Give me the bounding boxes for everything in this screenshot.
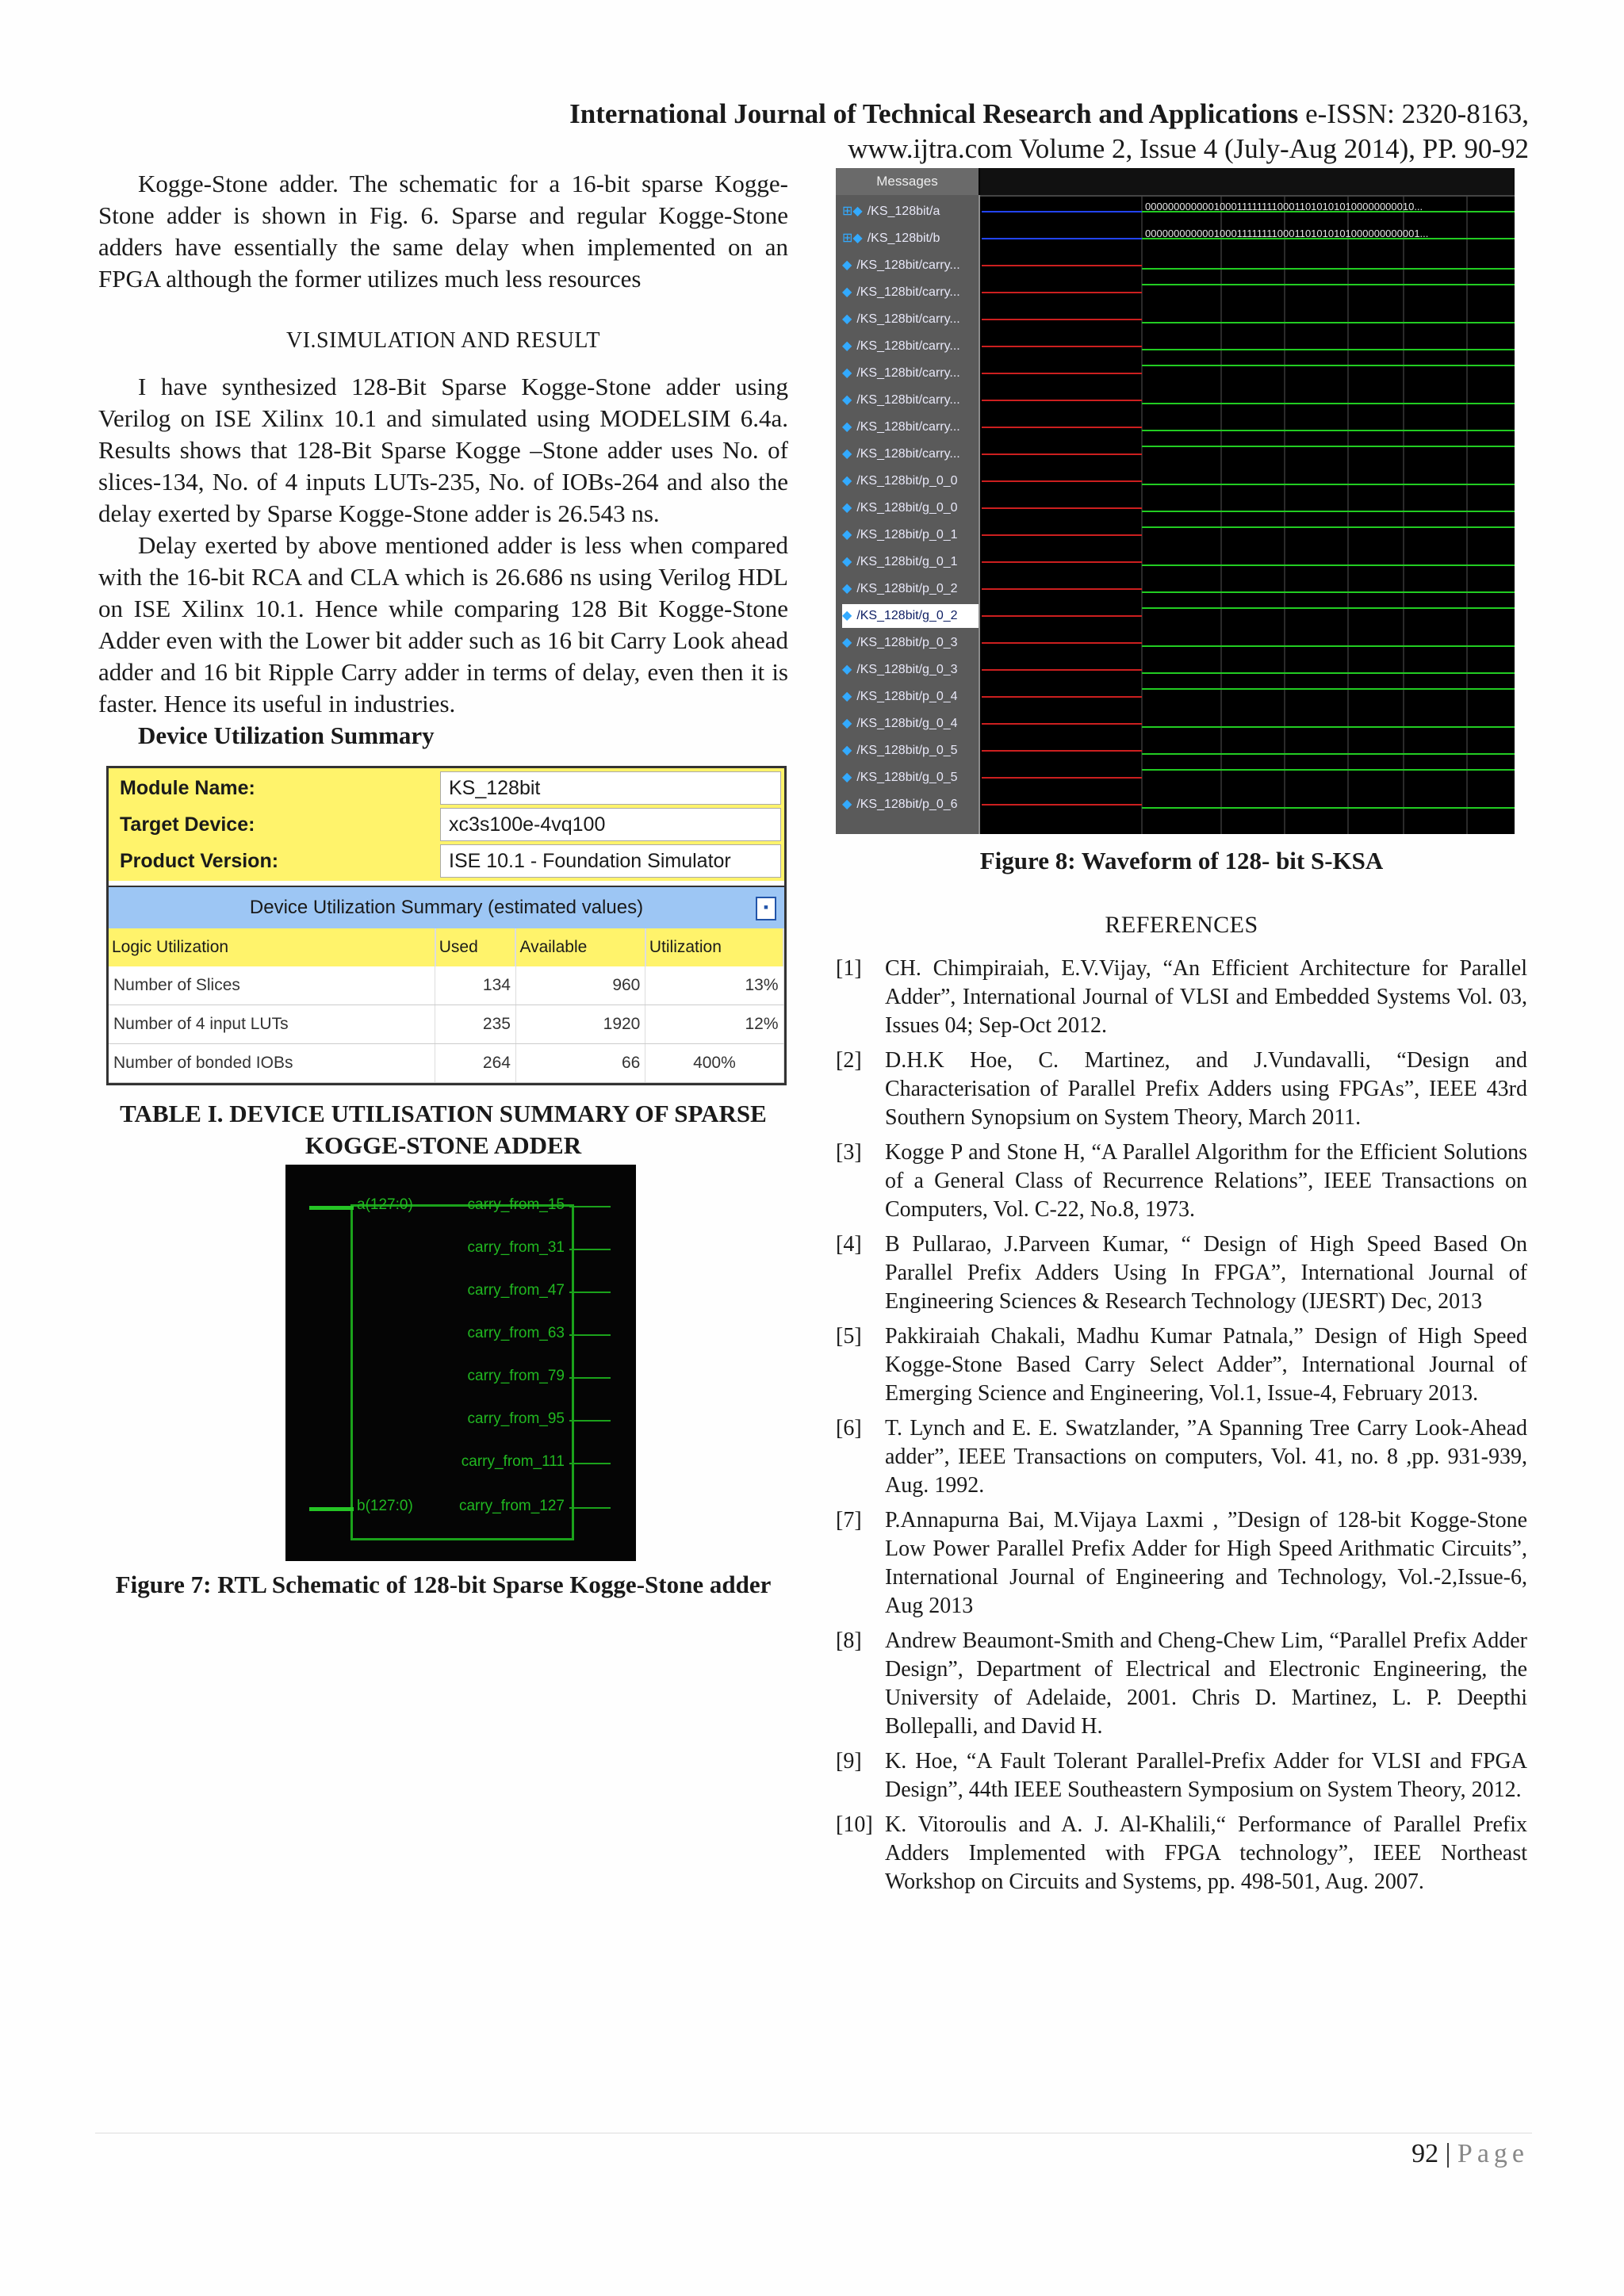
signal-label: /KS_128bit/carry... (856, 312, 960, 326)
col-header: Utilization (645, 928, 783, 966)
signal-label: /KS_128bit/carry... (856, 447, 960, 461)
waveform-figure (836, 168, 1515, 834)
cell: 12% (645, 1005, 783, 1044)
table-row (109, 1044, 783, 1083)
reference-text: P.Annapurna Bai, M.Vijaya Laxmi , ”Design of 128-bit Kogge-Stone Low Power Parallel Prefix Adder for High Speed Arithmatic Circuits”, International Journal of Engineering and Technology, Vol.-2,Issue-6, Aug 2013 (885, 1508, 1527, 1618)
cell: 235 (435, 1005, 516, 1044)
reference-item (836, 1047, 1527, 1132)
signal-icon: ◆ (842, 636, 852, 649)
signal-label: /KS_128bit/g_0_1 (856, 555, 958, 568)
journal-issn: e-ISSN: 2320-8163, (1298, 98, 1529, 129)
signal-icon: ◆ (842, 690, 852, 703)
info-value: xc3s100e-4vq100 (440, 808, 781, 841)
signal-icon: ◆ (842, 582, 852, 595)
info-value: KS_128bit (440, 771, 781, 805)
references-list (836, 955, 1527, 1896)
info-key: Product Version: (112, 844, 437, 878)
output-port: carry_from_111 (461, 1453, 565, 1470)
signal-label: /KS_128bit/carry... (856, 393, 960, 407)
reference-text: B Pullarao, J.Parveen Kumar, “ Design of High Speed Based On Parallel Prefix Adders Using In FPGA”, International Journal of Engineering Sciences & Research Technology (IJESRT) Dec, 2013 (885, 1232, 1527, 1314)
signal-icon: ◆ (842, 609, 852, 622)
cell: 13% (645, 966, 783, 1005)
signal-label: /KS_128bit/carry... (856, 285, 960, 299)
cell: 960 (515, 966, 645, 1005)
signal-label: /KS_128bit/p_0_1 (856, 528, 958, 541)
reference-text: T. Lynch and E. E. Swatzlander, ”A Spanning Tree Carry Look-Ahead adder”, IEEE Transactions on computers, Vol. 41, no. 8 ,pp. 931-939, Aug. 1992. (885, 1416, 1527, 1498)
reference-item (836, 1506, 1527, 1621)
output-port: carry_from_95 (467, 1410, 565, 1427)
signal-label: /KS_128bit/a (867, 205, 940, 218)
reference-number: [4] (836, 1232, 862, 1257)
reference-number: [8] (836, 1628, 862, 1653)
signal-label: /KS_128bit/b (867, 232, 940, 245)
signal-icon: ◆ (842, 258, 852, 272)
reference-item (836, 1747, 1527, 1804)
signal-label: /KS_128bit/carry... (856, 420, 960, 434)
signal-icon: ◆ (842, 447, 852, 461)
device-info-row (112, 771, 781, 805)
output-wire (569, 1507, 611, 1509)
signal-icon: ◆ (842, 771, 852, 784)
signal-label: /KS_128bit/p_0_0 (856, 474, 958, 488)
results-paragraph-1: I have synthesized 128-Bit Sparse Kogge-Stone adder using Verilog on ISE Xilinx 10.1 and simulated using MODELSIM 6.4a. Results shows that 128-Bit Sparse Kogge –Stone adder uses No. of slices-134, No. of 4 inputs LUTs-235, No. of IOBs-264 and also the delay exerted by Sparse Kogge-Stone adder is 26.543 ns. (98, 373, 788, 527)
page-number: 92 (1411, 2139, 1439, 2168)
util-title-text: Device Utilization Summary (estimated values) (249, 897, 644, 918)
figure-7-caption: Figure 7: RTL Schematic of 128-bit Sparse Kogge-Stone adder (115, 1571, 772, 1598)
figure-8-caption: Figure 8: Waveform of 128- bit S-KSA (979, 847, 1384, 874)
signal-icon: ◆ (842, 420, 852, 434)
reference-number: [7] (836, 1508, 862, 1533)
references-title: REFERENCES (1105, 912, 1258, 938)
page-separator: | (1438, 2139, 1457, 2168)
col-header: Used (435, 928, 516, 966)
reference-number: [9] (836, 1749, 862, 1774)
reference-text: CH. Chimpiraiah, E.V.Vijay, “An Efficient Architecture for Parallel Adder”, International Journal of VLSI and Embedded Systems Vol. 03, Issues 04; Sep-Oct 2012. (885, 956, 1527, 1038)
cell: 264 (435, 1044, 516, 1083)
cell: 134 (435, 966, 516, 1005)
device-utilization-figure (106, 766, 787, 1085)
waveform-traces (836, 168, 1515, 834)
signal-icon: ◆ (842, 555, 852, 568)
reference-text: D.H.K Hoe, C. Martinez, and J.Vundavalli, “Design and Characterisation of Parallel Prefix Adders using FPGAs”, IEEE 43rd Southern Synopsium on System Theory, March 2011. (885, 1048, 1527, 1130)
signal-label: /KS_128bit/g_0_3 (856, 663, 958, 676)
signal-icon: ◆ (842, 717, 852, 730)
reference-item (836, 1322, 1527, 1408)
signal-label: /KS_128bit/carry... (856, 339, 960, 353)
reference-item (836, 1811, 1527, 1896)
signal-label: /KS_128bit/p_0_3 (856, 636, 958, 649)
reference-number: [3] (836, 1140, 862, 1165)
signal-label: /KS_128bit/carry... (856, 258, 960, 272)
input-port-a: a(127:0) (357, 1196, 413, 1213)
reference-number: [10] (836, 1812, 873, 1837)
signal-label: /KS_128bit/g_0_2 (856, 609, 958, 622)
output-wire (569, 1463, 611, 1464)
signal-icon: ◆ (842, 339, 852, 353)
signal-label: /KS_128bit/g_0_4 (856, 717, 958, 730)
output-wire (569, 1377, 611, 1379)
output-port: carry_from_31 (467, 1239, 565, 1256)
signal-icon: ◆ (842, 528, 852, 541)
info-key: Target Device: (112, 808, 437, 841)
signal-label: /KS_128bit/p_0_5 (856, 744, 958, 757)
table-caption: TABLE I. DEVICE UTILISATION SUMMARY OF SPARSE KOGGE-STONE ADDER (120, 1100, 767, 1159)
output-wire (569, 1420, 611, 1422)
input-wire-b (309, 1507, 354, 1511)
signal-icon: ◆ (842, 663, 852, 676)
page-footer (1411, 2139, 1529, 2169)
cell: 1920 (515, 1005, 645, 1044)
utilization-table (109, 928, 784, 1083)
journal-header (569, 97, 1529, 166)
reference-text: K. Vitoroulis and A. J. Al-Khalili,“ Performance of Parallel Prefix Adders Implemented with FPGA technology”, IEEE Northeast Workshop on Circuits and Systems, pp. 498-501, Aug. 2007. (885, 1812, 1527, 1894)
intro-paragraph: Kogge-Stone adder. The schematic for a 16-bit sparse Kogge-Stone adder is shown in Fig. 6. Sparse and regular Kogge-Stone adders have essentially the same delay when implemented on an FPGA although the former utilizes much less resources (98, 170, 788, 293)
util-header-row (109, 928, 783, 966)
signal-icon: ◆ (842, 474, 852, 488)
device-info-table (109, 768, 784, 881)
reference-number: [5] (836, 1324, 862, 1349)
left-column (98, 168, 788, 1601)
signal-label: /KS_128bit/p_0_2 (856, 582, 958, 595)
save-icon: ▪ (756, 897, 776, 920)
journal-title: International Journal of Technical Research and Applications (569, 98, 1299, 129)
reference-number: [1] (836, 956, 862, 981)
input-wire-a (309, 1206, 354, 1210)
cell: Number of bonded IOBs (109, 1044, 435, 1083)
output-port: carry_from_127 (458, 1498, 565, 1514)
signal-icon: ◆ (842, 798, 852, 811)
reference-text: K. Hoe, “A Fault Tolerant Parallel-Prefix Adder for VLSI and FPGA Design”, 44th IEEE Southeastern Symposium on System Theory, 2012. (885, 1749, 1527, 1802)
journal-volume-line: www.ijtra.com Volume 2, Issue 4 (July-Aug 2014), PP. 90-92 (848, 133, 1529, 164)
table-row (109, 966, 783, 1005)
util-table-title (109, 886, 784, 928)
signal-icon: ◆ (842, 366, 852, 380)
signal-icon: ⊞◆ (842, 205, 863, 218)
signal-label: /KS_128bit/g_0_5 (856, 771, 958, 784)
info-value: ISE 10.1 - Foundation Simulator (440, 844, 781, 878)
messages-header: Messages (836, 168, 979, 195)
signal-icon: ⊞◆ (842, 232, 863, 245)
device-info-row (112, 808, 781, 841)
signal-label: /KS_128bit/carry... (856, 366, 960, 380)
signal-icon: ◆ (842, 312, 852, 326)
table-row (109, 1005, 783, 1044)
output-port: carry_from_63 (467, 1325, 565, 1341)
cell: 66 (515, 1044, 645, 1083)
reference-text: Pakkiraiah Chakali, Madhu Kumar Patnala,” Design of High Speed Kogge-Stone Based Carry Select Adder”, International Journal of Emerging Science and Engineering, Vol.1, Issue-4, February 2013. (885, 1324, 1527, 1406)
signal-icon: ◆ (842, 501, 852, 515)
device-summary-label: Device Utilization Summary (138, 721, 435, 749)
signal-label: /KS_128bit/p_0_4 (856, 690, 958, 703)
reference-item (836, 1230, 1527, 1316)
output-port: carry_from_79 (467, 1368, 565, 1384)
cell: Number of Slices (109, 966, 435, 1005)
output-port: carry_from_47 (467, 1282, 565, 1299)
rtl-schematic (285, 1165, 636, 1561)
page-word: Page (1457, 2139, 1529, 2168)
output-port: carry_from_15 (467, 1196, 565, 1213)
reference-item (836, 955, 1527, 1040)
reference-item (836, 1414, 1527, 1500)
reference-item (836, 1627, 1527, 1741)
bus-value: 0000000000001000111111110001101010101000000000001... (1145, 228, 1429, 239)
reference-item (836, 1138, 1527, 1224)
signal-icon: ◆ (842, 285, 852, 299)
signal-icon: ◆ (842, 744, 852, 757)
info-key: Module Name: (112, 771, 437, 805)
signal-icon: ◆ (842, 393, 852, 407)
col-header: Available (515, 928, 645, 966)
reference-text: Kogge P and Stone H, “A Parallel Algorithm for the Efficient Solutions of a General Class of Recurrence Relations”, IEEE Transactions on Computers, Vol. C-22, No.8, 1973. (885, 1140, 1527, 1222)
signal-label: /KS_128bit/g_0_0 (856, 501, 958, 515)
right-column (836, 168, 1527, 1903)
results-paragraph-2: Delay exerted by above mentioned adder is less when compared with the 16-bit RCA and CLA which is 26.686 ns using Verilog HDL on ISE Xilinx 10.1. Hence while comparing 128 Bit Kogge-Stone Adder even with the Lower bit adder such as 16 bit Carry Look ahead adder and 16 bit Ripple Carry adder in terms of delay, even then it is faster. Hence its useful in industries. (98, 531, 788, 718)
device-info-row (112, 844, 781, 878)
cell: 400% (645, 1044, 783, 1083)
output-wire (569, 1292, 611, 1293)
col-header: Logic Utilization (109, 928, 435, 966)
output-wire (569, 1206, 611, 1207)
output-wire (569, 1334, 611, 1336)
reference-text: Andrew Beaumont-Smith and Cheng-Chew Lim, “Parallel Prefix Adder Design”, Department of Electrical and Electronic Engineering, the University of Adelaide, 2001. Chris D. Martinez, L. P. Deepthi Bollepalli, and David H. (885, 1628, 1527, 1739)
signal-label: /KS_128bit/p_0_6 (856, 798, 958, 811)
section-title: VI.SIMULATION AND RESULT (286, 328, 600, 353)
bus-value: 000000000000100011111111000110101010100000000010... (1145, 201, 1423, 212)
cell: Number of 4 input LUTs (109, 1005, 435, 1044)
reference-number: [2] (836, 1048, 862, 1073)
output-wire (569, 1249, 611, 1250)
reference-number: [6] (836, 1416, 862, 1441)
input-port-b: b(127:0) (357, 1498, 413, 1514)
